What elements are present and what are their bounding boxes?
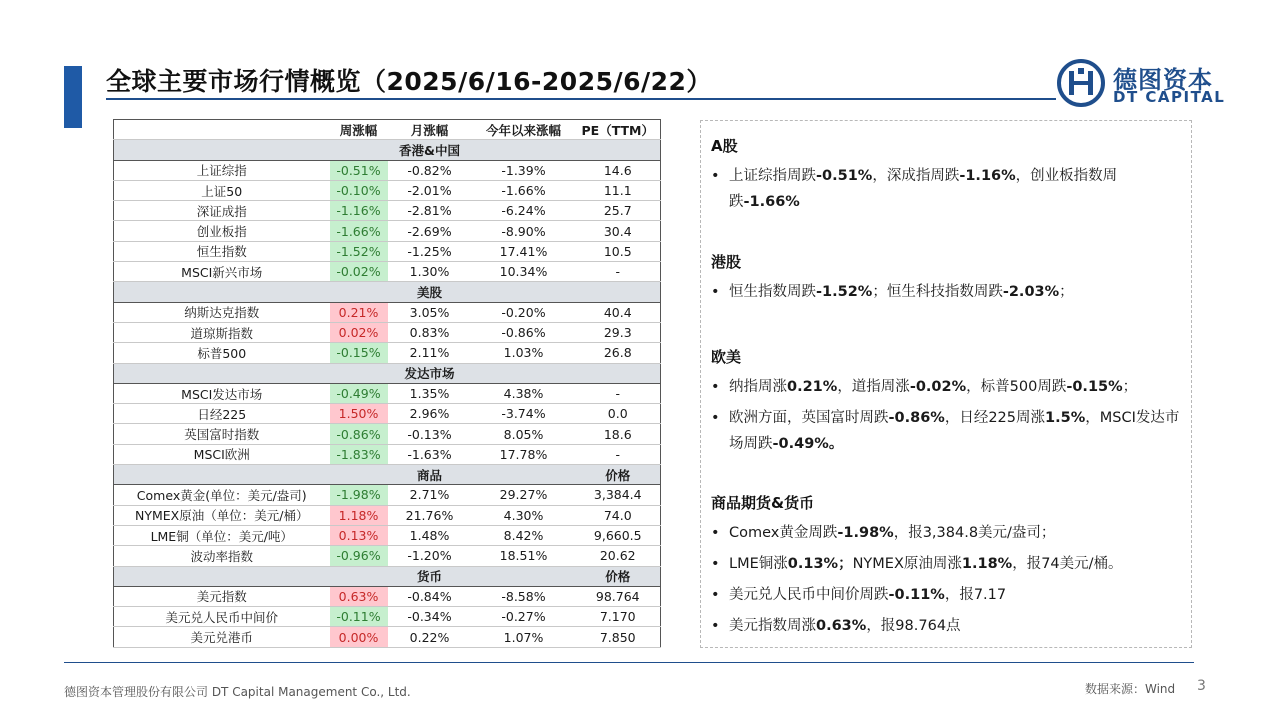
section-extra-header: 价格 xyxy=(576,465,661,485)
bullet-text: 纳指周涨0.21%，道指周涨-0.02%，标普500周跌-0.15%； xyxy=(729,379,1138,395)
cell-name: 美元兑人民币中间价 xyxy=(114,607,330,627)
cell-month-change: 2.71% xyxy=(388,485,472,505)
cell-month-change: 1.48% xyxy=(388,525,472,545)
bullet-dot: • xyxy=(711,379,720,395)
cell-pe: 7.850 xyxy=(576,627,661,647)
table-row xyxy=(114,201,661,221)
footer-source: 数据来源：Wind xyxy=(1085,682,1176,696)
footer-divider xyxy=(64,662,1194,663)
section-title-hk: 港股 xyxy=(711,253,742,271)
section-row xyxy=(114,363,661,383)
cell-name: MSCI新兴市场 xyxy=(114,262,330,282)
cell-name: 日经225 xyxy=(114,404,330,424)
table-row xyxy=(114,444,661,464)
col-header-pe: PE（TTM） xyxy=(576,120,661,140)
cell-name: 美元指数 xyxy=(114,586,330,606)
bullet-text: LME铜涨0.13%；NYMEX原油周涨1.18%，报74美元/桶。 xyxy=(729,556,1123,572)
cell-ytd-change: -1.66% xyxy=(472,180,576,200)
bullet-text: 美元指数周涨0.63%，报98.764点 xyxy=(729,618,961,634)
cell-name: 深证成指 xyxy=(114,201,330,221)
table-row xyxy=(114,627,661,647)
section-title-us-eu: 欧美 xyxy=(711,348,742,366)
cell-ytd-change: 29.27% xyxy=(472,485,576,505)
cell-week-change: -0.96% xyxy=(330,546,388,566)
section-blank xyxy=(114,282,330,302)
bullet-text: 恒生指数周跌-1.52%；恒生科技指数周跌-2.03%； xyxy=(729,284,1074,300)
cell-week-change: -1.16% xyxy=(330,201,388,221)
cell-name: 上证综指 xyxy=(114,160,330,180)
table-row xyxy=(114,546,661,566)
section-row xyxy=(114,465,661,485)
bullet-a-share xyxy=(711,163,1181,215)
cell-ytd-change: 1.07% xyxy=(472,627,576,647)
table-row xyxy=(114,505,661,525)
cell-week-change: 1.18% xyxy=(330,505,388,525)
cell-week-change: -1.52% xyxy=(330,241,388,261)
cell-week-change: -1.98% xyxy=(330,485,388,505)
cell-ytd-change: 18.51% xyxy=(472,546,576,566)
cell-name: 波动率指数 xyxy=(114,546,330,566)
bullet-dot: • xyxy=(711,168,720,184)
section-spacer xyxy=(330,140,388,160)
section-spacer xyxy=(330,363,388,383)
table-row xyxy=(114,160,661,180)
cell-month-change: -0.13% xyxy=(388,424,472,444)
cell-week-change: 0.63% xyxy=(330,586,388,606)
section-spacer xyxy=(330,465,388,485)
page-number: 3 xyxy=(1197,678,1206,694)
table-row xyxy=(114,302,661,322)
cell-name: 纳斯达克指数 xyxy=(114,302,330,322)
cell-week-change: -0.02% xyxy=(330,262,388,282)
section-row xyxy=(114,282,661,302)
cell-week-change: 0.02% xyxy=(330,322,388,342)
summary-panel xyxy=(700,120,1192,648)
bullet-eu xyxy=(711,405,1181,457)
cell-name: MSCI发达市场 xyxy=(114,383,330,403)
cell-month-change: 21.76% xyxy=(388,505,472,525)
table-row xyxy=(114,343,661,363)
title-underline xyxy=(106,98,1056,100)
cell-month-change: -2.01% xyxy=(388,180,472,200)
cell-ytd-change: -3.74% xyxy=(472,404,576,424)
cell-month-change: -0.82% xyxy=(388,160,472,180)
table-row xyxy=(114,262,661,282)
bullet-hk xyxy=(711,279,1181,305)
cell-week-change: 0.00% xyxy=(330,627,388,647)
section-title-commodity: 商品期货&货币 xyxy=(711,494,815,512)
cell-month-change: -1.20% xyxy=(388,546,472,566)
cell-name: 标普500 xyxy=(114,343,330,363)
cell-month-change: 1.30% xyxy=(388,262,472,282)
cell-pe: 30.4 xyxy=(576,221,661,241)
cell-month-change: -2.81% xyxy=(388,201,472,221)
bullet-dot: • xyxy=(711,587,720,603)
cell-name: 道琼斯指数 xyxy=(114,322,330,342)
cell-month-change: 2.11% xyxy=(388,343,472,363)
section-spacer xyxy=(330,282,388,302)
cell-ytd-change: 17.41% xyxy=(472,241,576,261)
cell-pe: - xyxy=(576,262,661,282)
section-blank xyxy=(114,566,330,586)
table-row xyxy=(114,525,661,545)
section-extra-header: 价格 xyxy=(576,566,661,586)
cell-week-change: 0.21% xyxy=(330,302,388,322)
cell-ytd-change: -0.20% xyxy=(472,302,576,322)
cell-name: Comex黄金(单位：美元/盎司) xyxy=(114,485,330,505)
footer-company: 德图资本管理股份有限公司 DT Capital Management Co., Ltd. xyxy=(64,685,411,699)
cell-ytd-change: -1.39% xyxy=(472,160,576,180)
section-spacer xyxy=(472,140,576,160)
section-row xyxy=(114,140,661,160)
cell-week-change: -0.10% xyxy=(330,180,388,200)
section-blank xyxy=(114,140,330,160)
company-logo xyxy=(1056,58,1226,108)
cell-pe: 10.5 xyxy=(576,241,661,261)
section-label: 发达市场 xyxy=(388,363,472,383)
cell-pe: 74.0 xyxy=(576,505,661,525)
table-row xyxy=(114,404,661,424)
col-header-month: 月涨幅 xyxy=(388,120,472,140)
cell-month-change: 0.83% xyxy=(388,322,472,342)
cell-pe: 14.6 xyxy=(576,160,661,180)
bullet-dot: • xyxy=(711,556,720,572)
cell-name: 创业板指 xyxy=(114,221,330,241)
cell-week-change: 0.13% xyxy=(330,525,388,545)
cell-week-change: 1.50% xyxy=(330,404,388,424)
section-spacer xyxy=(472,566,576,586)
cell-pe: 9,660.5 xyxy=(576,525,661,545)
section-label: 香港&中国 xyxy=(388,140,472,160)
cell-week-change: -1.83% xyxy=(330,444,388,464)
cell-name: 恒生指数 xyxy=(114,241,330,261)
cell-month-change: -0.34% xyxy=(388,607,472,627)
section-label: 商品 xyxy=(388,465,472,485)
table-body xyxy=(114,140,661,647)
cell-month-change: 2.96% xyxy=(388,404,472,424)
cell-month-change: 1.35% xyxy=(388,383,472,403)
cell-pe: 18.6 xyxy=(576,424,661,444)
cell-ytd-change: -0.86% xyxy=(472,322,576,342)
cell-ytd-change: -8.58% xyxy=(472,586,576,606)
bullet-text: 上证综指周跌-0.51%，深成指周跌-1.16%，创业板指数周跌-1.66% xyxy=(729,168,1118,210)
cell-pe: 11.1 xyxy=(576,180,661,200)
cell-name: 英国富时指数 xyxy=(114,424,330,444)
cell-week-change: -0.11% xyxy=(330,607,388,627)
bullet-dot: • xyxy=(711,284,720,300)
cell-ytd-change: 4.38% xyxy=(472,383,576,403)
cell-name: MSCI欧洲 xyxy=(114,444,330,464)
cell-ytd-change: -0.27% xyxy=(472,607,576,627)
cell-pe: 29.3 xyxy=(576,322,661,342)
table-row xyxy=(114,322,661,342)
cell-pe: - xyxy=(576,444,661,464)
dt-logo-mark-icon xyxy=(1056,58,1106,108)
cell-ytd-change: 8.42% xyxy=(472,525,576,545)
cell-ytd-change: 17.78% xyxy=(472,444,576,464)
table-header-row xyxy=(114,120,661,140)
section-label: 货币 xyxy=(388,566,472,586)
cell-week-change: -0.51% xyxy=(330,160,388,180)
bullet-us xyxy=(711,374,1181,400)
cell-pe: 7.170 xyxy=(576,607,661,627)
cell-week-change: -1.66% xyxy=(330,221,388,241)
section-label: 美股 xyxy=(388,282,472,302)
cell-ytd-change: 4.30% xyxy=(472,505,576,525)
section-spacer xyxy=(330,566,388,586)
section-blank xyxy=(114,465,330,485)
cell-name: 上证50 xyxy=(114,180,330,200)
bullet-text: 欧洲方面，英国富时周跌-0.86%，日经225周涨1.5%，MSCI发达市场周跌-0.49%。 xyxy=(729,410,1180,452)
bullet-text: 美元兑人民币中间价周跌-0.11%，报7.17 xyxy=(729,587,1007,603)
cell-ytd-change: -8.90% xyxy=(472,221,576,241)
title-accent-bar xyxy=(64,66,82,128)
cell-month-change: -0.84% xyxy=(388,586,472,606)
section-extra-header xyxy=(576,282,661,302)
cell-name: 美元兑港币 xyxy=(114,627,330,647)
col-header-week: 周涨幅 xyxy=(330,120,388,140)
table-row xyxy=(114,424,661,444)
bullet-dot: • xyxy=(711,525,720,541)
cell-name: LME铜（单位：美元/吨） xyxy=(114,525,330,545)
col-header-ytd: 今年以来涨幅 xyxy=(472,120,576,140)
cell-pe: 25.7 xyxy=(576,201,661,221)
bullet-dot: • xyxy=(711,410,720,426)
bullet-copper-oil xyxy=(711,551,1181,577)
cell-pe: - xyxy=(576,383,661,403)
table-row xyxy=(114,607,661,627)
cell-week-change: -0.86% xyxy=(330,424,388,444)
page-title: 全球主要市场行情概览（2025/6/16-2025/6/22） xyxy=(106,67,712,96)
cell-month-change: 0.22% xyxy=(388,627,472,647)
cell-month-change: -2.69% xyxy=(388,221,472,241)
bullet-gold xyxy=(711,520,1181,546)
section-blank xyxy=(114,363,330,383)
logo-english-name: DT CAPITAL xyxy=(1113,88,1226,106)
cell-ytd-change: 1.03% xyxy=(472,343,576,363)
table-row xyxy=(114,180,661,200)
cell-pe: 20.62 xyxy=(576,546,661,566)
cell-month-change: 3.05% xyxy=(388,302,472,322)
section-row xyxy=(114,566,661,586)
cell-ytd-change: -6.24% xyxy=(472,201,576,221)
cell-week-change: -0.15% xyxy=(330,343,388,363)
cell-name: NYMEX原油（单位：美元/桶） xyxy=(114,505,330,525)
col-header-name xyxy=(114,120,330,140)
cell-week-change: -0.49% xyxy=(330,383,388,403)
cell-ytd-change: 8.05% xyxy=(472,424,576,444)
table-row xyxy=(114,383,661,403)
section-extra-header xyxy=(576,363,661,383)
cell-pe: 3,384.4 xyxy=(576,485,661,505)
cell-pe: 0.0 xyxy=(576,404,661,424)
section-spacer xyxy=(472,465,576,485)
section-extra-header xyxy=(576,140,661,160)
section-title-a-share: A股 xyxy=(711,137,738,155)
cell-pe: 26.8 xyxy=(576,343,661,363)
bullet-text: Comex黄金周跌-1.98%，报3,384.8美元/盎司； xyxy=(729,525,1056,541)
cell-pe: 98.764 xyxy=(576,586,661,606)
section-spacer xyxy=(472,282,576,302)
section-spacer xyxy=(472,363,576,383)
cell-month-change: -1.63% xyxy=(388,444,472,464)
table-row xyxy=(114,485,661,505)
cell-pe: 40.4 xyxy=(576,302,661,322)
table-row xyxy=(114,241,661,261)
cell-month-change: -1.25% xyxy=(388,241,472,261)
cell-ytd-change: 10.34% xyxy=(472,262,576,282)
bullet-dxy xyxy=(711,613,1181,639)
table-row xyxy=(114,221,661,241)
table-row xyxy=(114,586,661,606)
bullet-cny xyxy=(711,582,1181,608)
logo-chinese-name: 德图资本 xyxy=(1113,66,1213,94)
bullet-dot: • xyxy=(711,618,720,634)
market-table xyxy=(113,119,661,648)
